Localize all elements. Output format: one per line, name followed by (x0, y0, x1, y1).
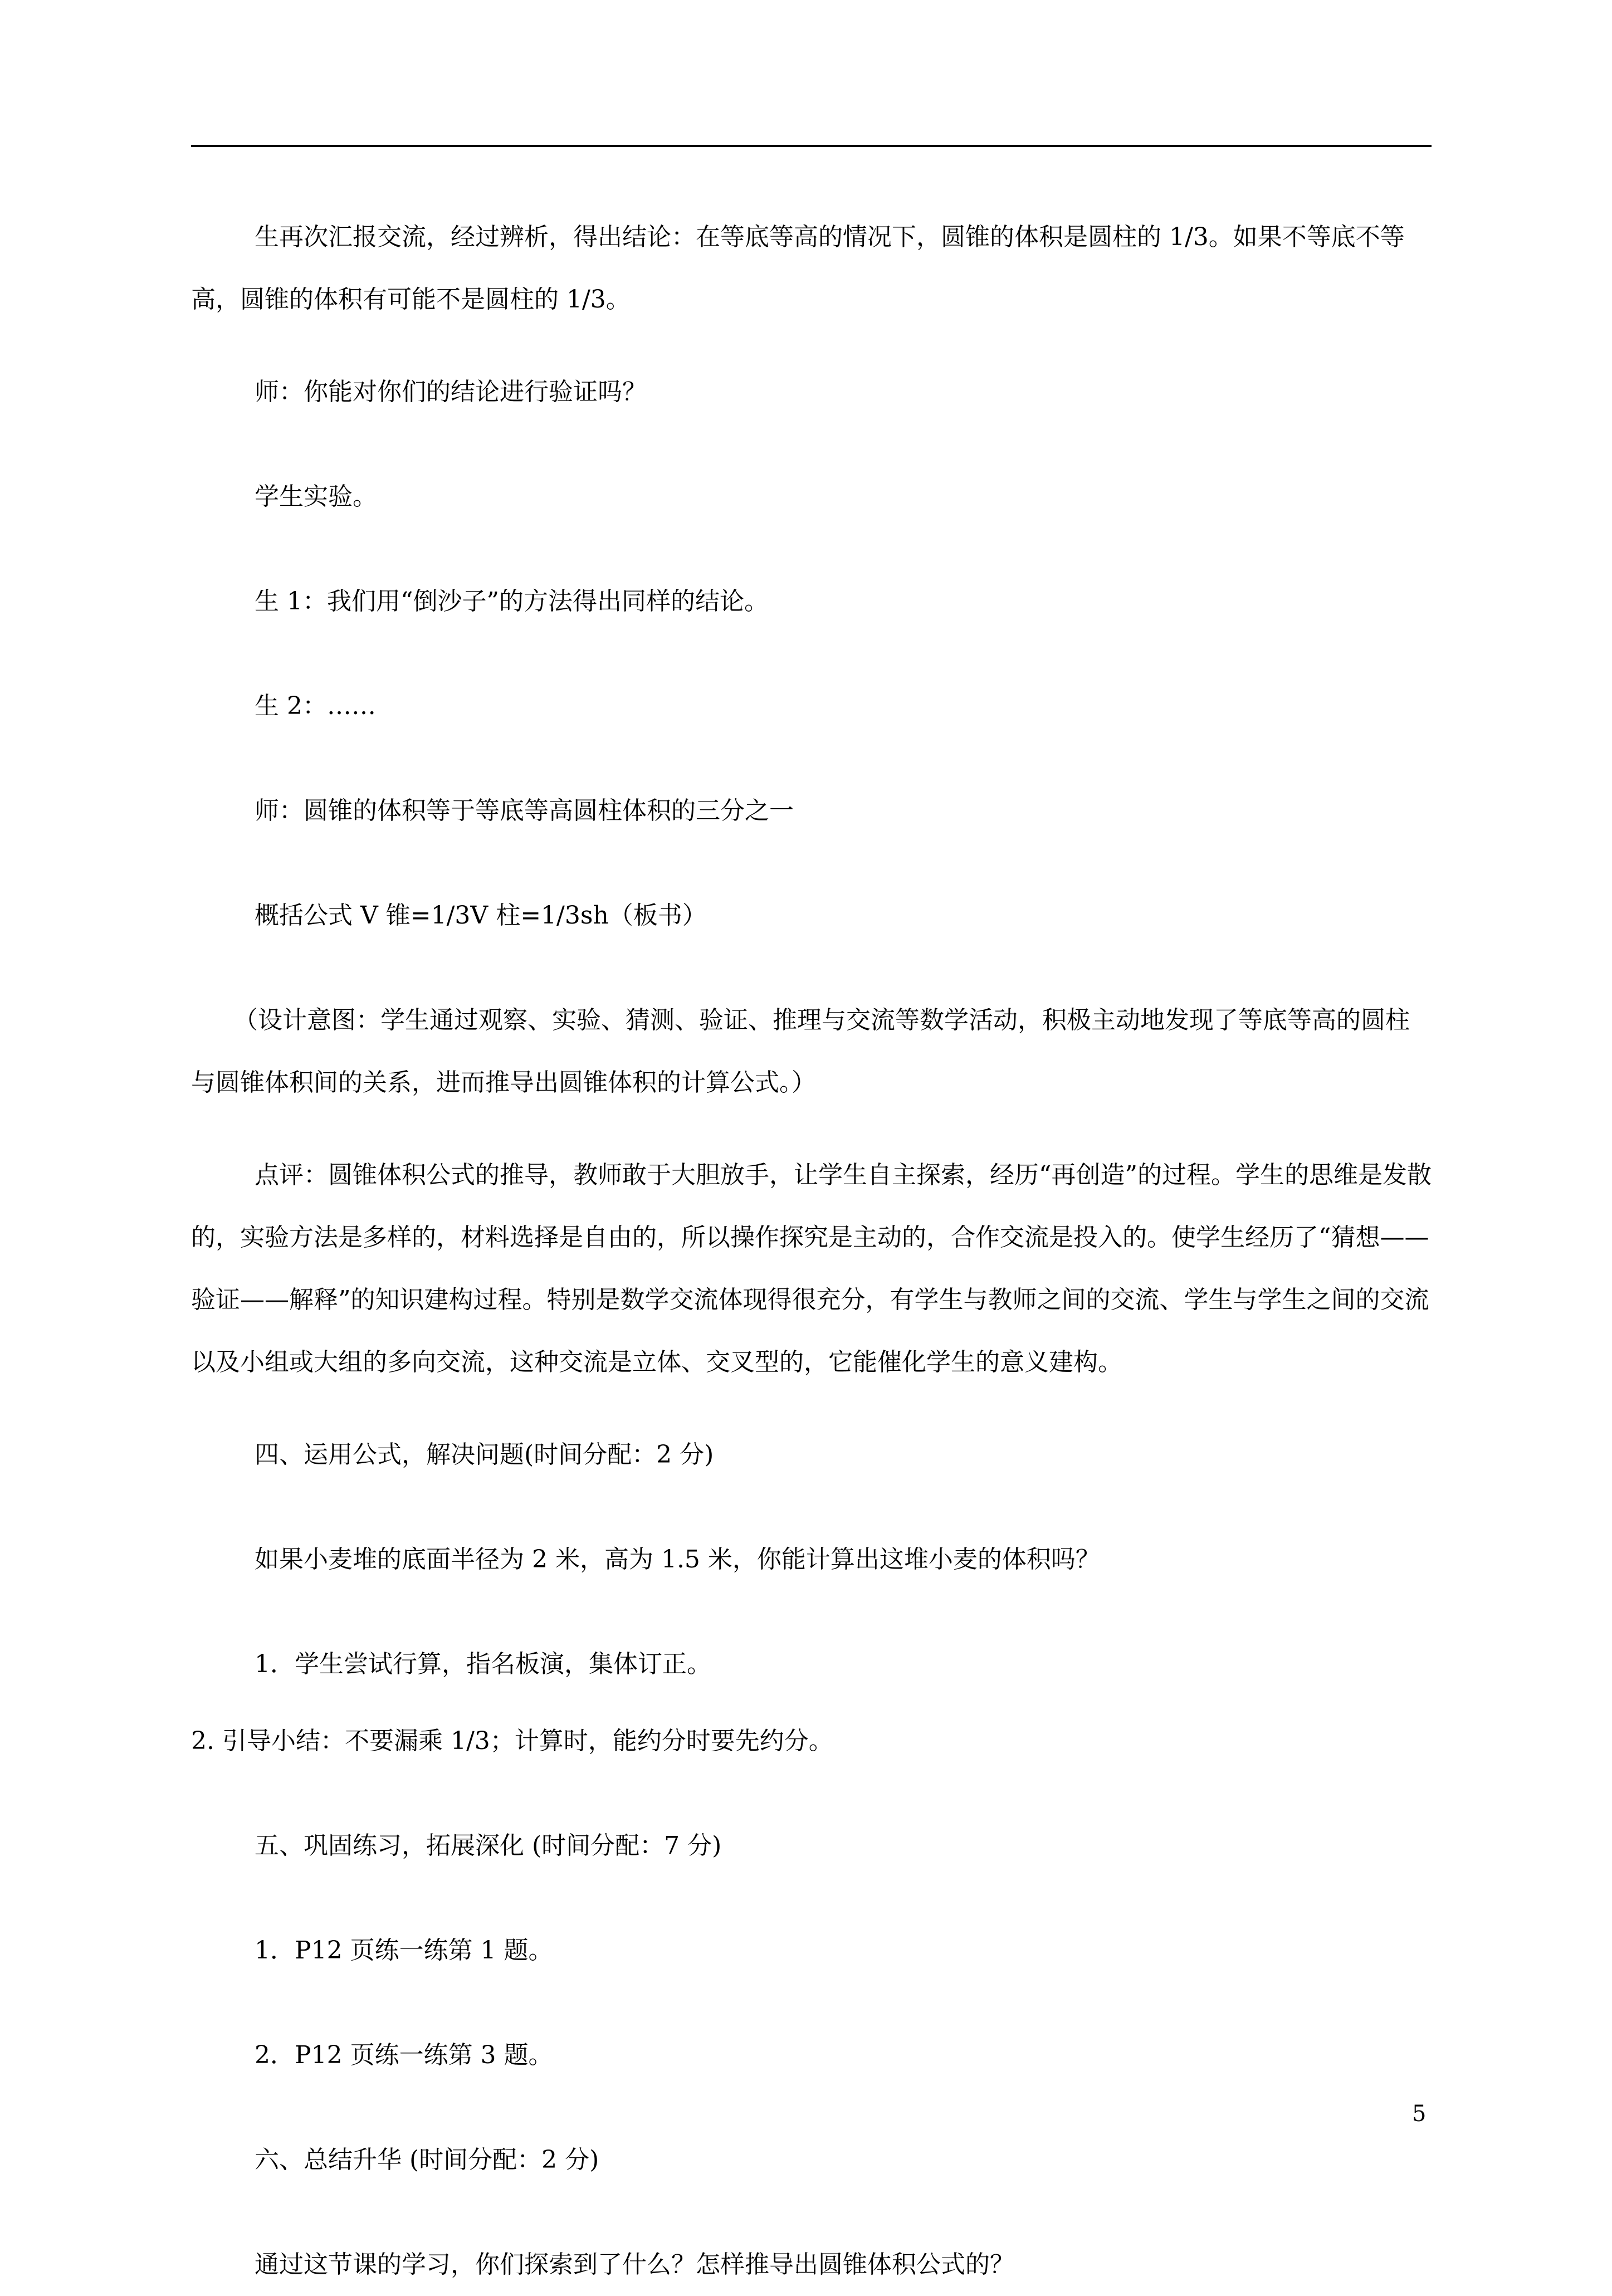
paragraph-commentary: 点评：圆锥体积公式的推导，教师敢于大胆放手，让学生自主探索，经历“再创造”的过程。学生的思维是发散的，实验方法是多样的，材料选择是自由的，所以操作探究是主动的，合作交流是投入的。使学生经历了“猜想——验证——解释”的知识建构过程。特别是数学交流体现得很充分，有学生与教师之间的交流、学生与学生之间的交流以及小组或大组的多向交流，这种交流是立体、交叉型的，它能催化学生的意义建构。 (191, 1161, 1432, 1376)
section-heading-practice: 五、巩固练习，拓展深化 (时间分配：7 分) (255, 1831, 722, 1860)
paragraph-teacher-question: 师：你能对你们的结论进行验证吗？ (255, 378, 647, 406)
section-heading-apply-formula: 四、运用公式，解决问题(时间分配：2 分) (255, 1440, 714, 1469)
paragraph-teacher-statement: 师：圆锥的体积等于等底等高圆柱体积的三分之一 (255, 797, 794, 825)
paragraph-student-experiment: 学生实验。 (255, 482, 377, 511)
list-item-step-1: 1．学生尝试行算，指名板演，集体订正。 (255, 1650, 711, 1678)
page-body (191, 206, 1432, 2296)
paragraph-wheat-problem: 如果小麦堆的底面半径为 2 米，高为 1.5 米，你能计算出这堆小麦的体积吗？ (255, 1545, 1100, 1574)
paragraph-summary-question: 通过这节课的学习，你们探索到了什么？怎样推导出圆锥体积公式的？ (255, 2250, 1014, 2279)
header-rule (191, 145, 1432, 147)
paragraph-design-intent: （设计意图：学生通过观察、实验、猜测、验证、推理与交流等数学活动，积极主动地发现了等底等高的圆柱与圆锥体积间的关系，进而推导出圆锥体积的计算公式。） (191, 1006, 1410, 1097)
paragraph-conclusion: 生再次汇报交流，经过辨析，得出结论：在等底等高的情况下，圆锥的体积是圆柱的 1/3。如果不等底不等高，圆锥的体积有可能不是圆柱的 1/3。 (191, 223, 1405, 314)
list-item-exercise-1: 1．P12 页练一练第 1 题。 (255, 1936, 553, 1965)
paragraph-student-1: 生 1：我们用“倒沙子”的方法得出同样的结论。 (255, 587, 769, 615)
list-item-step-2: 2. 引导小结：不要漏乘 1/3；计算时，能约分时要先约分。 (191, 1727, 833, 1755)
list-item-exercise-3: 2．P12 页练一练第 3 题。 (255, 2041, 553, 2069)
paragraph-student-2: 生 2：…… (255, 692, 376, 720)
page-number: 5 (1412, 2101, 1427, 2127)
section-heading-summary: 六、总结升华 (时间分配：2 分) (255, 2146, 599, 2174)
paragraph-formula: 概括公式 V 锥=1/3V 柱=1/3sh（板书） (255, 901, 707, 930)
